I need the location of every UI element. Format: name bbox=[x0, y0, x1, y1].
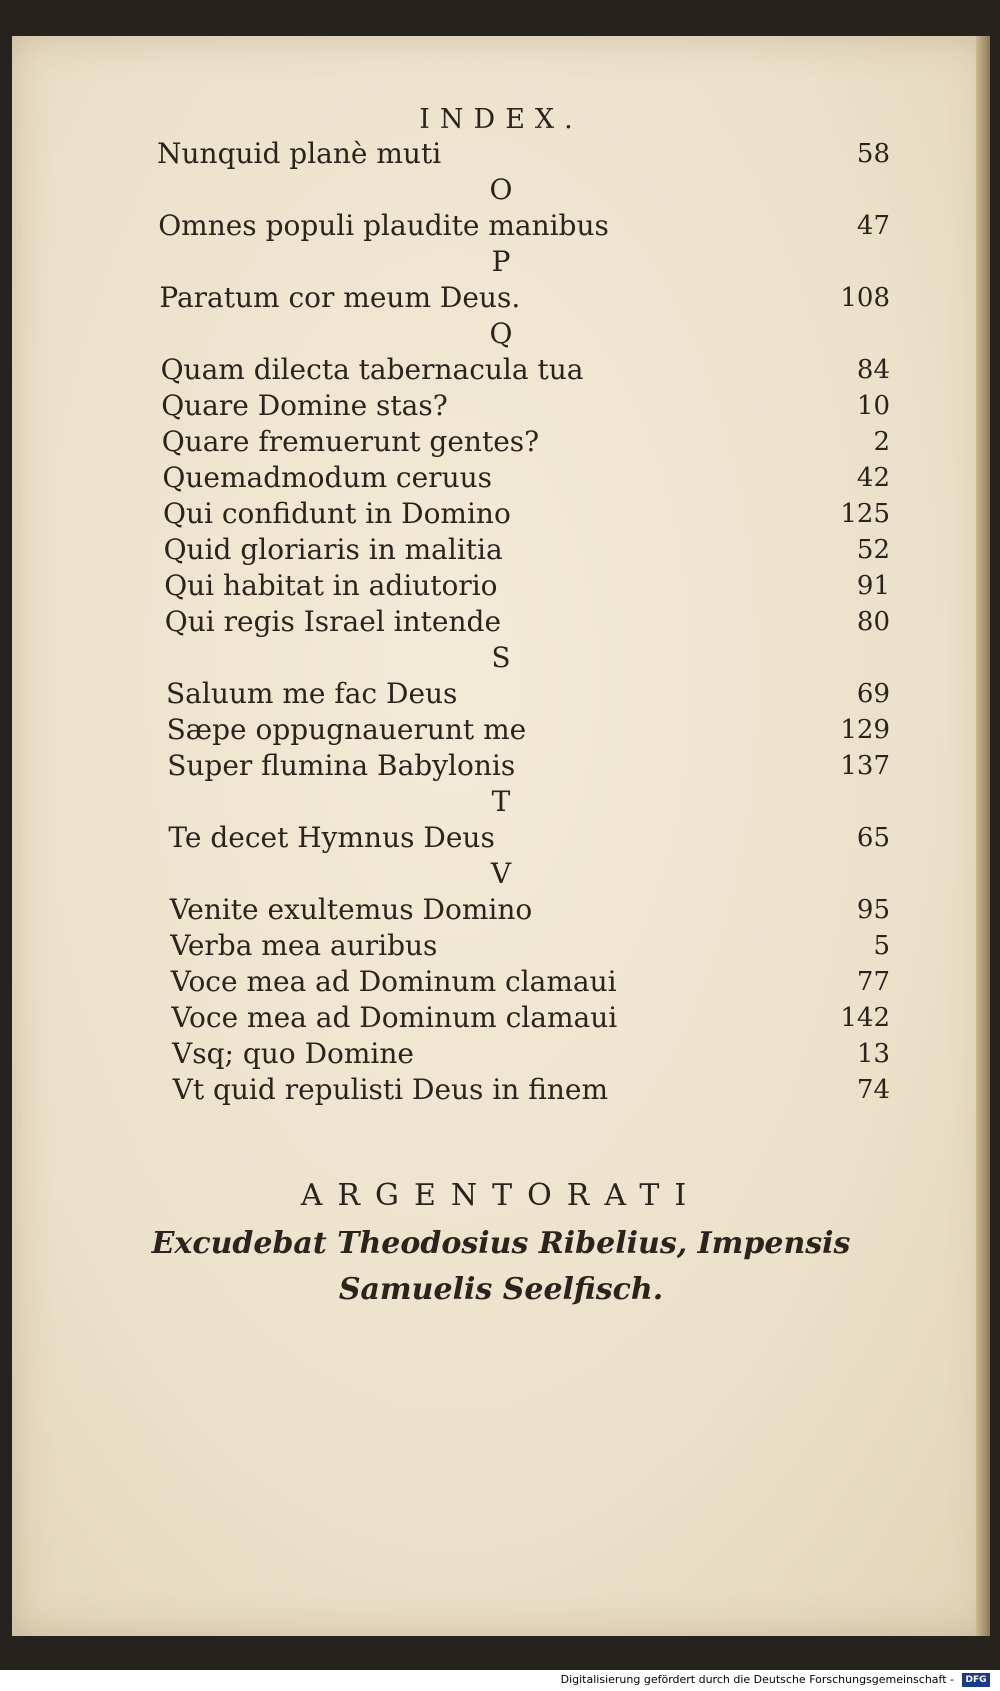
imprint-city: ARGENTORATI bbox=[300, 1178, 702, 1213]
index-entry bbox=[12, 280, 990, 316]
index-entry bbox=[12, 568, 990, 604]
entry-page-number: 65 bbox=[856, 823, 890, 853]
entry-title: Paratum cor meum Deus. bbox=[159, 281, 521, 314]
index-entry bbox=[12, 1036, 990, 1072]
index-entry bbox=[12, 208, 990, 244]
entry-page-number: 2 bbox=[873, 427, 890, 457]
entry-page-number: 77 bbox=[856, 967, 890, 997]
entry-page-number: 10 bbox=[856, 391, 890, 421]
entry-page-number: 137 bbox=[840, 751, 890, 781]
entry-page-number: 80 bbox=[856, 607, 890, 637]
index-entry bbox=[12, 676, 990, 712]
index-entry bbox=[12, 604, 990, 640]
index-entry bbox=[12, 928, 990, 964]
index-entry bbox=[12, 820, 990, 856]
entry-page-number: 125 bbox=[840, 499, 890, 529]
letter-heading-v: V bbox=[490, 857, 512, 890]
index-entry bbox=[12, 388, 990, 424]
entry-page-number: 74 bbox=[856, 1075, 890, 1105]
entry-title: Sæpe oppugnauerunt me bbox=[166, 713, 527, 746]
entry-page-number: 84 bbox=[856, 355, 890, 385]
index-entry bbox=[12, 136, 990, 172]
imprint-publisher-line: Samuelis Seelfisch. bbox=[338, 1272, 664, 1307]
imprint-printer-line: Excudebat Theodosius Ribelius, Impensis bbox=[151, 1226, 851, 1261]
entry-title: Saluum me fac Deus bbox=[166, 677, 458, 710]
book-page bbox=[12, 36, 990, 1636]
entry-title: Verba mea auribus bbox=[170, 929, 438, 962]
entry-title: Qui confidunt in Domino bbox=[163, 497, 511, 530]
entry-page-number: 52 bbox=[856, 535, 890, 565]
entry-title: Voce mea ad Dominum clamaui bbox=[171, 1001, 618, 1034]
index-entry bbox=[12, 352, 990, 388]
letter-heading-q: Q bbox=[489, 317, 513, 350]
index-entry bbox=[12, 532, 990, 568]
entry-title: Quam dilecta tabernacula tua bbox=[160, 353, 584, 386]
letter-heading-s: S bbox=[491, 641, 511, 674]
letter-heading-t: T bbox=[491, 785, 511, 818]
footer-credit: Digitalisierung gefördert durch die Deutsche Forschungsgemeinschaft - bbox=[557, 1673, 958, 1687]
entry-title: Nunquid planè muti bbox=[157, 137, 442, 170]
entry-title: Vsq; quo Domine bbox=[172, 1037, 414, 1070]
entry-title: Voce mea ad Dominum clamaui bbox=[170, 965, 617, 998]
entry-page-number: 142 bbox=[840, 1003, 890, 1033]
index-entry bbox=[12, 712, 990, 748]
index-entry bbox=[12, 1000, 990, 1036]
letter-heading-p: P bbox=[491, 245, 511, 278]
index-list bbox=[12, 36, 990, 1136]
entry-page-number: 47 bbox=[856, 211, 890, 241]
entry-page-number: 58 bbox=[856, 139, 890, 169]
entry-title: Quare fremuerunt gentes? bbox=[161, 425, 540, 458]
entry-title: Qui regis Israel intende bbox=[164, 605, 502, 638]
entry-page-number: 95 bbox=[856, 895, 890, 925]
index-entry bbox=[12, 1072, 990, 1108]
index-entry bbox=[12, 892, 990, 928]
entry-page-number: 91 bbox=[856, 571, 890, 601]
entry-title: Venite exultemus Domino bbox=[169, 893, 533, 926]
entry-title: Omnes populi plaudite manibus bbox=[158, 209, 609, 242]
letter-heading-o: O bbox=[489, 173, 513, 206]
index-entry bbox=[12, 964, 990, 1000]
entry-title: Super flumina Babylonis bbox=[167, 749, 516, 782]
running-head: INDEX. bbox=[419, 104, 583, 135]
entry-page-number: 42 bbox=[856, 463, 890, 493]
entry-title: Quid gloriaris in malitia bbox=[163, 533, 503, 566]
index-entry bbox=[12, 424, 990, 460]
entry-page-number: 5 bbox=[873, 931, 890, 961]
entry-title: Vt quid repulisti Deus in finem bbox=[172, 1073, 609, 1106]
entry-title: Quemadmodum ceruus bbox=[162, 461, 493, 494]
entry-title: Quare Domine stas? bbox=[161, 389, 448, 422]
entry-page-number: 69 bbox=[856, 679, 890, 709]
dfg-logo: DFG bbox=[962, 1673, 990, 1687]
entry-title: Qui habitat in adiutorio bbox=[164, 569, 498, 602]
entry-title: Te decet Hymnus Deus bbox=[168, 821, 495, 854]
index-entry bbox=[12, 496, 990, 532]
index-entry bbox=[12, 748, 990, 784]
entry-page-number: 108 bbox=[840, 283, 890, 313]
entry-page-number: 13 bbox=[856, 1039, 890, 1069]
entry-page-number: 129 bbox=[840, 715, 890, 745]
index-entry bbox=[12, 460, 990, 496]
